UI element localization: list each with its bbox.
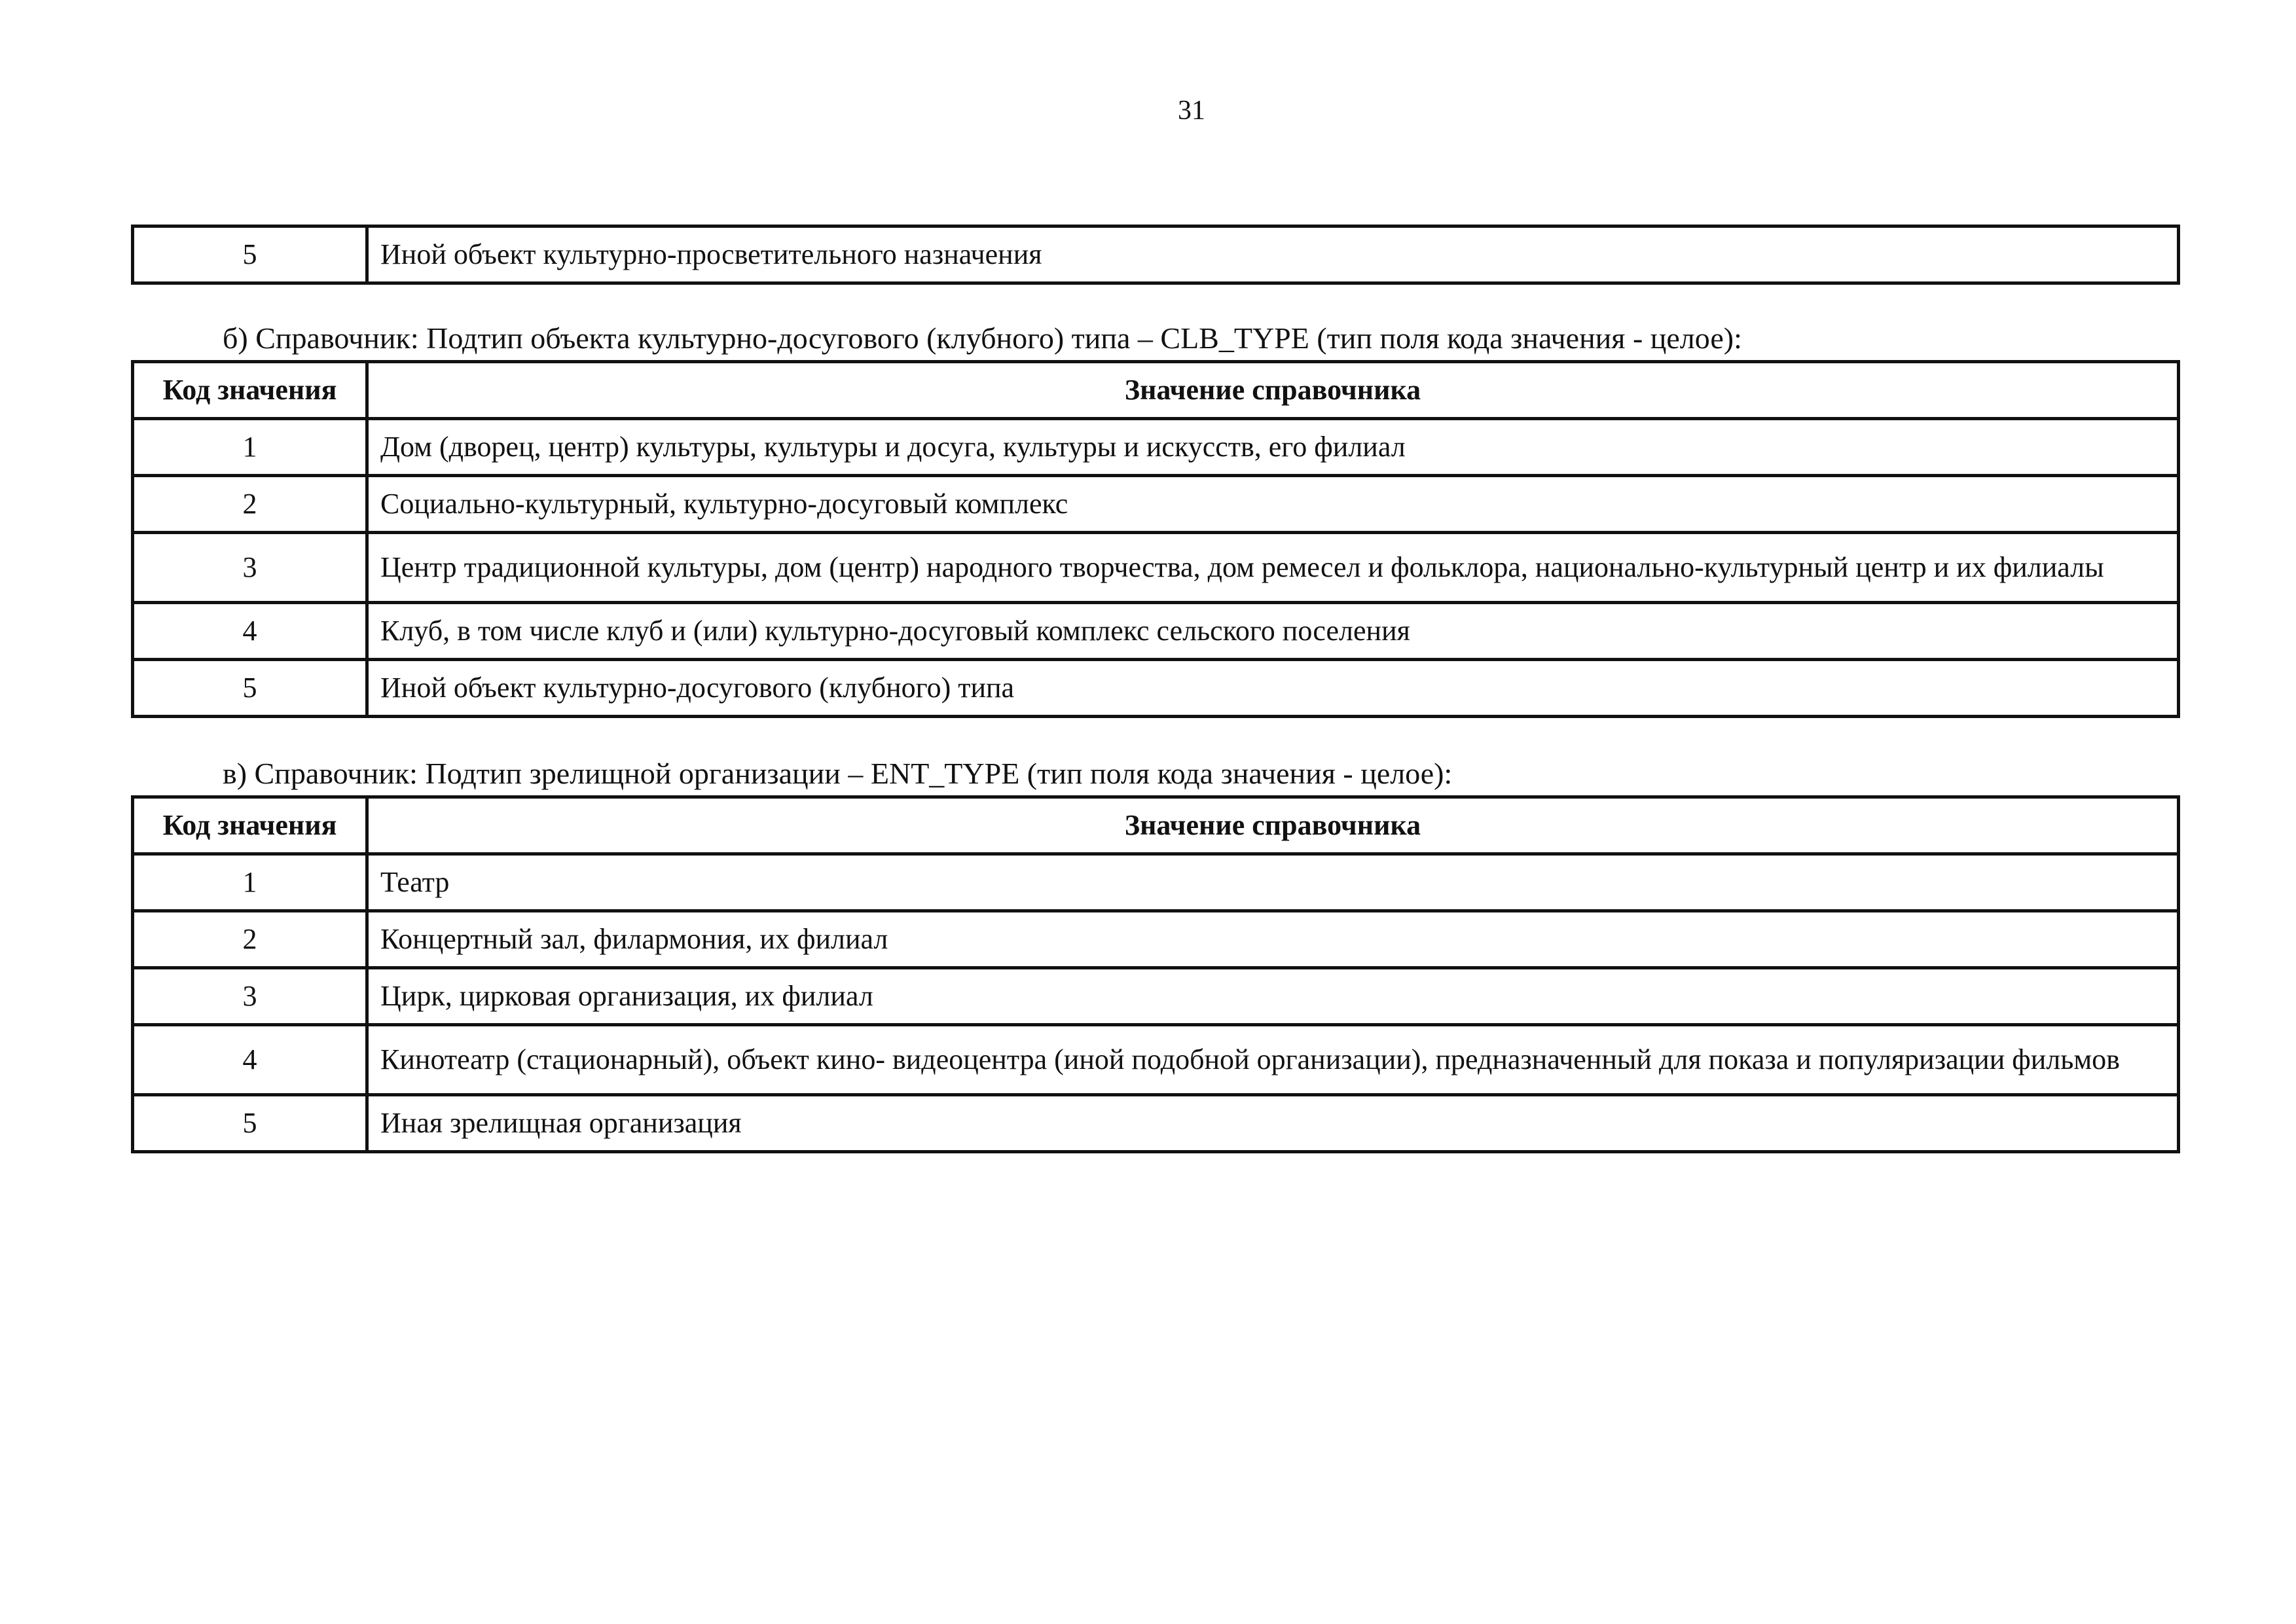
table-row xyxy=(133,660,2179,717)
code-cell: 5 xyxy=(133,1095,367,1152)
table-row xyxy=(133,226,2179,283)
code-cell: 2 xyxy=(133,476,367,533)
code-cell: 4 xyxy=(133,1025,367,1095)
value-cell: Театр xyxy=(367,854,2179,911)
code-cell: 5 xyxy=(133,226,367,283)
value-cell: Концертный зал, филармония, их филиал xyxy=(367,911,2179,968)
value-cell: Иной объект культурно-просветительного назначения xyxy=(367,226,2179,283)
table-row xyxy=(133,476,2179,533)
table-header-row xyxy=(133,362,2179,419)
value-cell: Иной объект культурно-досугового (клубного) типа xyxy=(367,660,2179,717)
page-number: 31 xyxy=(1178,96,1205,126)
code-cell: 1 xyxy=(133,419,367,476)
table-row xyxy=(133,911,2179,968)
table-row xyxy=(133,854,2179,911)
table-continuation xyxy=(131,225,2180,285)
table-header-row xyxy=(133,797,2179,854)
table-row xyxy=(133,603,2179,660)
code-cell: 1 xyxy=(133,854,367,911)
column-header-code: Код значения xyxy=(133,362,367,419)
value-cell: Дом (дворец, центр) культуры, культуры и досуга, культуры и искусств, его филиал xyxy=(367,419,2179,476)
column-header-value: Значение справочника xyxy=(367,797,2179,854)
column-header-code: Код значения xyxy=(133,797,367,854)
table-ent-type xyxy=(131,795,2180,1153)
value-cell: Социально-культурный, культурно-досуговый комплекс xyxy=(367,476,2179,533)
table-row xyxy=(133,1095,2179,1152)
table-clb-type xyxy=(131,360,2180,718)
value-cell: Цирк, цирковая организация, их филиал xyxy=(367,968,2179,1025)
table-row xyxy=(133,968,2179,1025)
column-header-value: Значение справочника xyxy=(367,362,2179,419)
value-cell: Клуб, в том числе клуб и (или) культурно-досуговый комплекс сельского поселения xyxy=(367,603,2179,660)
value-cell: Центр традиционной культуры, дом (центр) народного творчества, дом ремесел и фольклора, национально-культурный центр и их филиалы xyxy=(367,533,2179,603)
value-cell: Иная зрелищная организация xyxy=(367,1095,2179,1152)
table-row xyxy=(133,533,2179,603)
section-b-caption: б) Справочник: Подтип объекта культурно-досугового (клубного) типа – CLB_TYPE (тип поля кода значения - целое): xyxy=(223,321,1742,355)
code-cell: 3 xyxy=(133,968,367,1025)
code-cell: 5 xyxy=(133,660,367,717)
code-cell: 4 xyxy=(133,603,367,660)
section-c-caption: в) Справочник: Подтип зрелищной организации – ENT_TYPE (тип поля кода значения - целое): xyxy=(223,757,1453,790)
table-row xyxy=(133,419,2179,476)
code-cell: 2 xyxy=(133,911,367,968)
table-row xyxy=(133,1025,2179,1095)
value-cell: Кинотеатр (стационарный), объект кино- видеоцентра (иной подобной организации), предназначенный для показа и популяризации фильмов xyxy=(367,1025,2179,1095)
code-cell: 3 xyxy=(133,533,367,603)
